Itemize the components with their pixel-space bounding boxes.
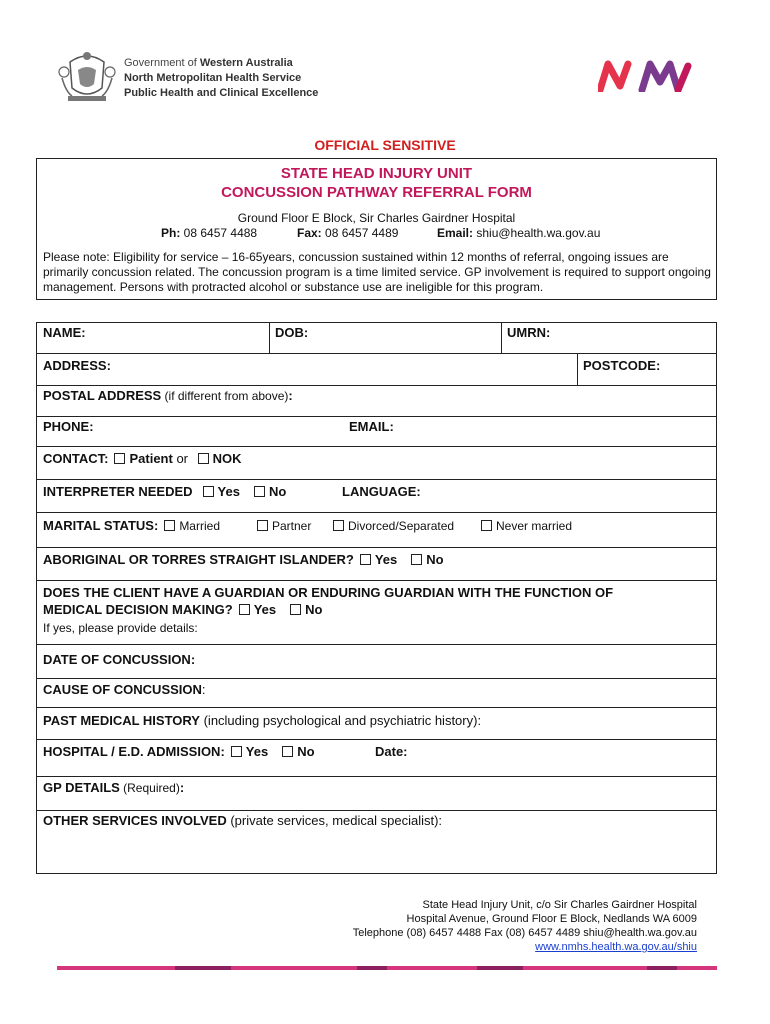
hospital-yes-checkbox[interactable]: [231, 746, 242, 757]
partner-checkbox[interactable]: [257, 520, 268, 531]
past-medical-history-field[interactable]: PAST MEDICAL HISTORY (including psychological and psychiatric history):: [43, 713, 482, 728]
footer-line1: State Head Injury Unit, c/o Sir Charles Gairdner Hospital: [422, 899, 697, 911]
hospital-admission-row: HOSPITAL / E.D. ADMISSION: Yes No: [43, 744, 315, 759]
eligibility-note: Please note: Eligibility for service – 16-65years, concussion sustained within 12 months of referral, ongoing issues are primarily concussion related. The concussion program is a time limited service. GP involvement is required to support ongoing management. Persons with protracted alcohol or substance use are ineligible for this program.: [43, 250, 711, 294]
classification-label: OFFICIAL SENSITIVE: [314, 137, 456, 153]
patient-checkbox[interactable]: [114, 453, 125, 464]
email-contact: Email: shiu@health.wa.gov.au: [437, 226, 601, 240]
marital-status-row: MARITAL STATUS: Married: [43, 518, 220, 533]
gov-line1-prefix: Government of: [124, 57, 200, 69]
interpreter-row: INTERPRETER NEEDED Yes No: [43, 484, 287, 499]
guardian-no-checkbox[interactable]: [290, 604, 301, 615]
gov-line3: Public Health and Clinical Excellence: [124, 87, 319, 99]
gp-details-field[interactable]: GP DETAILS (Required):: [43, 780, 185, 795]
footer-line3: Telephone (08) 6457 4488 Fax (08) 6457 4489 shiu@health.wa.gov.au: [352, 927, 697, 939]
footer-website-link[interactable]: www.nmhs.health.wa.gov.au/shiu: [535, 941, 697, 953]
admission-date-field[interactable]: Date:: [375, 744, 408, 759]
never-married-checkbox[interactable]: [481, 520, 492, 531]
married-checkbox[interactable]: [164, 520, 175, 531]
footer-line2: Hospital Avenue, Ground Floor E Block, Nedlands WA 6009: [406, 913, 697, 925]
postal-address-field[interactable]: POSTAL ADDRESS (if different from above):: [43, 388, 293, 403]
interpreter-yes-checkbox[interactable]: [203, 486, 214, 497]
interpreter-no-checkbox[interactable]: [254, 486, 265, 497]
aboriginal-yes-checkbox[interactable]: [360, 554, 371, 565]
umrn-field[interactable]: UMRN:: [507, 325, 551, 340]
email-field[interactable]: EMAIL:: [349, 419, 394, 434]
title-box: [36, 158, 717, 300]
hospital-no-checkbox[interactable]: [282, 746, 293, 757]
form-title-unit: STATE HEAD INJURY UNIT: [280, 165, 473, 182]
address-field[interactable]: ADDRESS:: [43, 358, 111, 373]
gov-line1-bold: Western Australia: [199, 57, 293, 69]
cause-of-concussion-field[interactable]: CAUSE OF CONCUSSION:: [43, 682, 206, 697]
other-services-field[interactable]: OTHER SERVICES INVOLVED (private services, medical specialist):: [43, 813, 443, 828]
language-field[interactable]: LANGUAGE:: [342, 484, 421, 499]
fax-contact: Fax: 08 6457 4489: [297, 226, 399, 240]
footer-contact: [300, 898, 697, 954]
date-of-concussion-field[interactable]: DATE OF CONCUSSION:: [43, 652, 196, 667]
form-title: CONCUSSION PATHWAY REFERRAL FORM: [221, 184, 532, 201]
guardian-yes-checkbox[interactable]: [239, 604, 250, 615]
footer-bar: [57, 966, 717, 970]
phone-field[interactable]: PHONE:: [43, 419, 94, 434]
referral-form-table: [36, 322, 717, 874]
divorced-option: Divorced/Separated: [327, 518, 454, 533]
wa-government-crest-icon: [58, 48, 116, 104]
guardian-question-row: MEDICAL DECISION MAKING? Yes No: [43, 602, 323, 617]
dob-field[interactable]: DOB:: [275, 325, 309, 340]
aboriginal-row: ABORIGINAL OR TORRES STRAIGHT ISLANDER? Yes No: [43, 552, 444, 567]
never-married-option: Never married: [475, 518, 572, 533]
gov-line2: North Metropolitan Health Service: [124, 72, 302, 84]
postcode-field[interactable]: POSTCODE:: [583, 358, 661, 373]
aboriginal-no-checkbox[interactable]: [411, 554, 422, 565]
divorced-checkbox[interactable]: [333, 520, 344, 531]
phone-contact: Ph: 08 6457 4488: [161, 226, 258, 240]
nmhs-logo: [598, 60, 706, 92]
guardian-details-field[interactable]: If yes, please provide details:: [43, 621, 198, 635]
government-header-text: [124, 56, 318, 101]
unit-address: Ground Floor E Block, Sir Charles Gairdner Hospital: [237, 211, 516, 225]
name-field[interactable]: NAME:: [43, 325, 86, 340]
nok-checkbox[interactable]: [198, 453, 209, 464]
partner-option: Partner: [251, 518, 311, 533]
guardian-question: DOES THE CLIENT HAVE A GUARDIAN OR ENDURING GUARDIAN WITH THE FUNCTION OF: [43, 585, 614, 600]
contact-row: CONTACT: Patient or NOK: [43, 451, 242, 466]
